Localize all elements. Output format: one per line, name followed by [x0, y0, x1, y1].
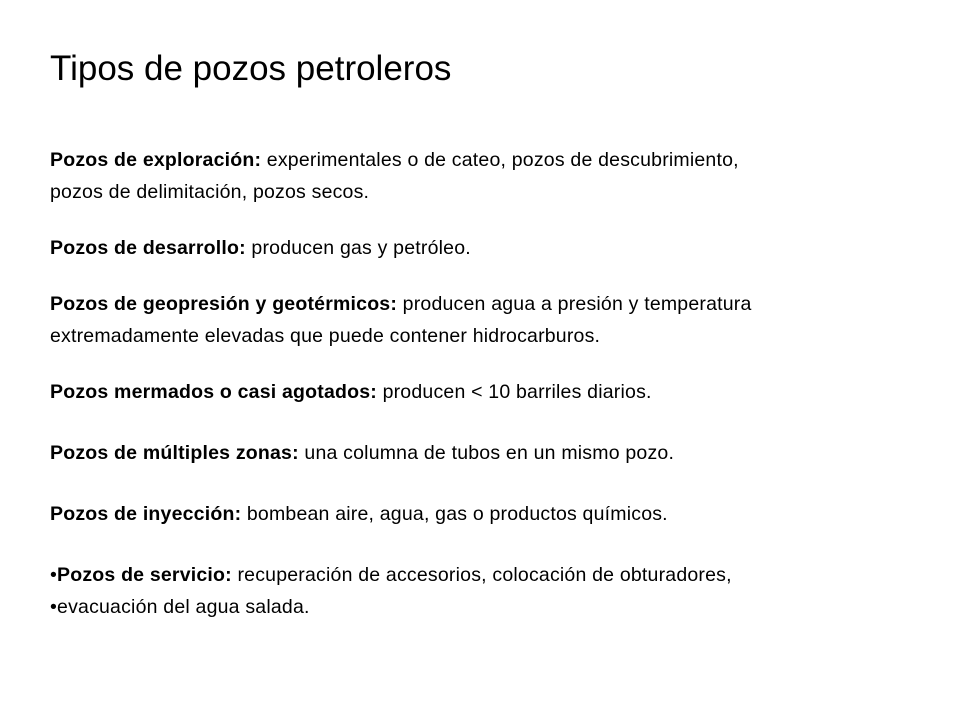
item-term: Pozos mermados o casi agotados: — [50, 381, 377, 403]
slide-title: Tipos de pozos petroleros — [50, 49, 452, 88]
item-text: recuperación de accesorios, colocación de obturadores, — [231, 564, 732, 586]
item-text: extremadamente elevadas que puede contener hidrocarburos. — [50, 325, 601, 347]
item-text: producen agua a presión y temperatura — [397, 293, 752, 315]
item-term: Pozos de exploración: — [50, 149, 262, 171]
item-text: experimentales o de cateo, pozos de descubrimiento, — [261, 149, 739, 171]
item-term: Pozos de inyección: — [50, 503, 242, 525]
item-text: una columna de tubos en un mismo pozo. — [298, 442, 675, 464]
item-desarrollo — [50, 232, 910, 264]
bullet-icon: • — [50, 564, 58, 586]
item-mermados — [50, 376, 910, 408]
item-exploracion — [50, 144, 910, 208]
item-text: producen gas y petróleo. — [245, 237, 471, 259]
item-inyeccion — [50, 498, 910, 530]
item-term: Pozos de servicio: — [57, 564, 232, 586]
item-servicio — [50, 559, 910, 623]
item-term: Pozos de múltiples zonas: — [50, 442, 299, 464]
item-text: •evacuación del agua salada. — [50, 596, 310, 618]
slide-body — [50, 144, 910, 623]
item-term: Pozos de geopresión y geotérmicos: — [50, 293, 398, 315]
item-multiples-zonas — [50, 437, 910, 469]
item-text: bombean aire, agua, gas o productos químicos. — [241, 503, 668, 525]
item-text: pozos de delimitación, pozos secos. — [50, 181, 370, 203]
item-geopresion — [50, 288, 910, 352]
item-text: producen < 10 barriles diarios. — [376, 381, 652, 403]
item-term: Pozos de desarrollo: — [50, 237, 246, 259]
